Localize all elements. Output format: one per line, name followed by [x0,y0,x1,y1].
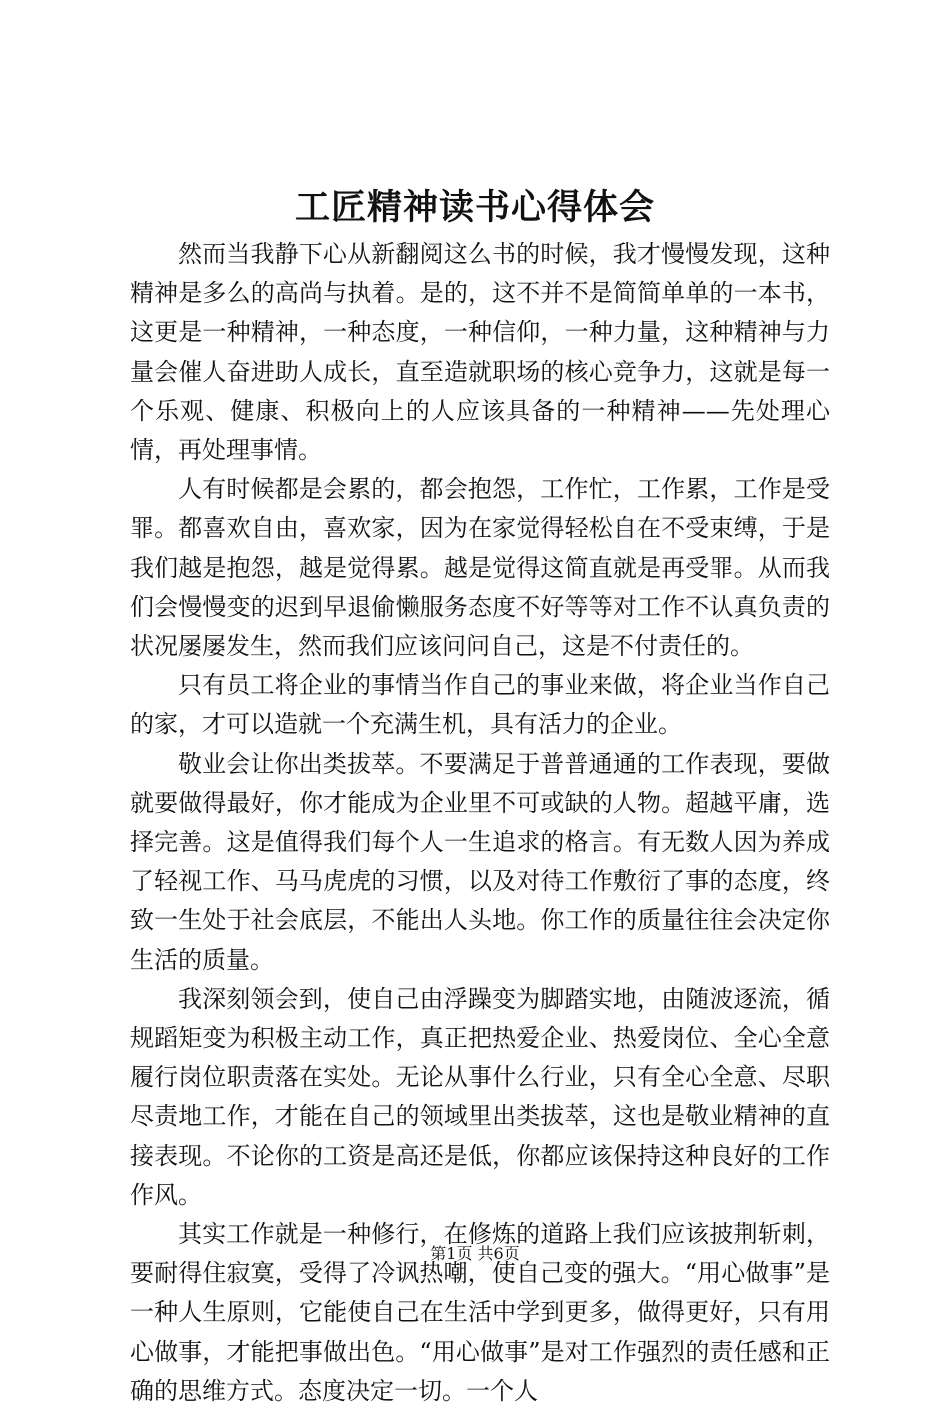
paragraph-6: 其实工作就是一种修行，在修炼的道路上我们应该披荆斩刺，要耐得住寂寞，受得了冷讽热嘲，使自己变的强大。“用心做事”是一种人生原则，它能使自己在生活中学到更多，做得更好，只有用心做事，才能把事做出色。“用心做事”是对工作强烈的责任感和正确的思维方式。态度决定一切。一个人 [130,1220,830,1405]
paragraph-3: 只有员工将企业的事情当作自己的事业来做，将企业当作自己的家，才可以造就一个充满生机，具有活力的企业。 [130,671,830,739]
paragraph-4: 敬业会让你出类拔萃。不要满足于普普通通的工作表现，要做就要做得最好，你才能成为企业里不可或缺的人物。超越平庸，选择完善。这是值得我们每个人一生追求的格言。有无数人因为养成了轻视工作、马马虎虎的习惯，以及对待工作敷衍了事的态度，终致一生处于社会底层，不能出人头地。你工作的质量往往会决定你生活的质量。 [130,749,830,974]
paragraph-2: 人有时候都是会累的，都会抱怨，工作忙，工作累，工作是受罪。都喜欢自由，喜欢家，因为在家觉得轻松自在不受束缚，于是我们越是抱怨，越是觉得累。越是觉得这简直就是再受罪。从而我们会慢慢变的迟到早退偷懒服务态度不好等等对工作不认真负责的状况屡屡发生，然而我们应该问问自己，这是不付责任的。 [130,475,830,661]
paragraph-5: 我深刻领会到，使自己由浮躁变为脚踏实地，由随波逐流，循规蹈矩变为积极主动工作，真正把热爱企业、热爱岗位、全心全意履行岗位职责落在实处。无论从事什么行业，只有全心全意、尽职尽责地工作，才能在自己的领域里出类拔萃，这也是敬业精神的直接表现。不论你的工资是高还是低，你都应该保持这种良好的工作作风。 [130,984,830,1209]
document-title: 工匠精神读书心得体会 [294,187,655,228]
page-number-footer: 第1页 共6页 [430,1244,520,1263]
paragraph-1: 然而当我静下心从新翻阅这么书的时候，我才慢慢发现，这种精神是多么的高尚与执着。是的，这不并不是简简单单的一本书，这更是一种精神，一种态度，一种信仰，一种力量，这种精神与力量会催人奋进助人成长，直至造就职场的核心竞争力，这就是每一个乐观、健康、积极向上的人应该具备的一种精神——先处理心情，再处理事情。 [130,240,830,465]
document-body [130,235,830,1411]
